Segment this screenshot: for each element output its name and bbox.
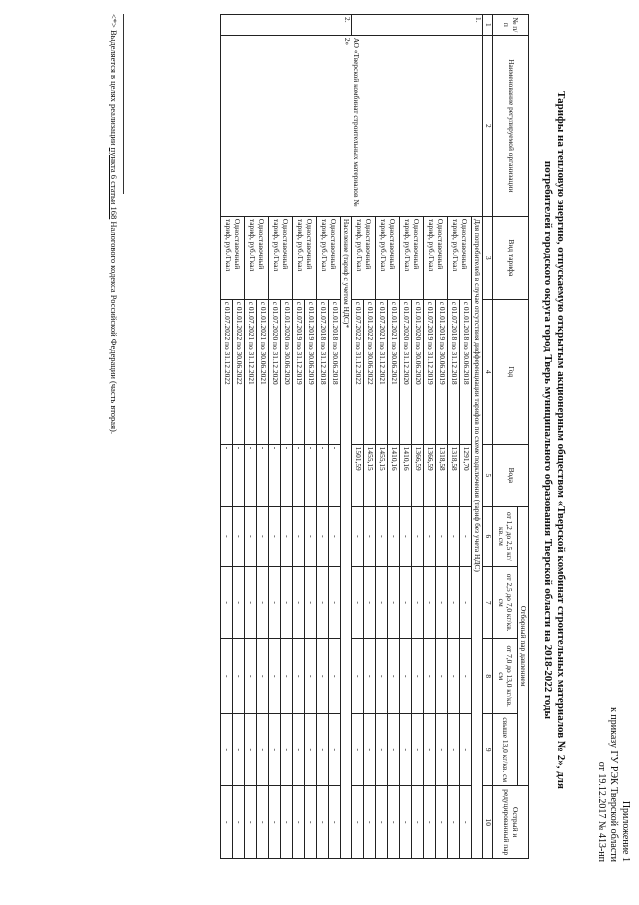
period-cell: с 01.01.2021 по 30.06.2021 [257, 299, 269, 444]
steam-tariff-cell: - [460, 713, 472, 785]
steam-tariff-cell: - [412, 713, 424, 785]
water-tariff-cell: - [281, 444, 293, 506]
steam-tariff-cell: - [257, 639, 269, 714]
tariff-type-line-2: тариф, руб./Гкал [224, 218, 234, 272]
steam-tariff-cell: - [412, 639, 424, 714]
steam-tariff-cell: - [269, 786, 281, 859]
water-tariff-cell: 1291,70 [460, 444, 472, 506]
tariff-type-line-2: тариф, руб./Гкал [403, 218, 413, 272]
col-num: 8 [483, 639, 493, 714]
period-cell: с 01.01.2022 по 30.06.2022 [364, 299, 376, 444]
header-org: Наименование регулируемой организации [493, 35, 529, 216]
title-line-2: потребителей городского округа город Тверь муниципального образования Тверской области на 2018-2022 годы [542, 160, 554, 720]
tariff-type-line-1: Одноставочный [257, 218, 266, 270]
steam-tariff-cell: - [257, 566, 269, 638]
water-tariff-cell: - [329, 444, 341, 506]
period-cell: с 01.07.2021 по 31.12.2021 [376, 299, 388, 444]
steam-tariff-cell: - [317, 786, 329, 859]
steam-tariff-cell: - [245, 566, 257, 638]
period-cell: с 01.01.2020 по 30.06.2020 [281, 299, 293, 444]
rotated-document [79, 0, 639, 880]
steam-tariff-cell: - [388, 639, 400, 714]
section-header: Для потребителей в случае отсутствия дифференциации тарифов по схеме подключения (тариф без учета НДС) [472, 216, 483, 858]
period-cell: с 01.07.2022 по 31.12.2022 [221, 299, 233, 444]
steam-tariff-cell: - [352, 506, 364, 566]
steam-tariff-cell: - [281, 713, 293, 785]
water-tariff-cell: 1410,16 [400, 444, 412, 506]
col-num: 5 [483, 444, 493, 506]
steam-tariff-cell: - [448, 506, 460, 566]
col-num: 6 [483, 506, 493, 566]
steam-tariff-cell: - [221, 786, 233, 859]
organization-name: АО «Тверской комбинат строительных материалов № 2» [221, 35, 483, 216]
tariff-type [400, 216, 424, 299]
steam-tariff-cell: - [352, 639, 364, 714]
tariff-type-line-2: тариф, руб./Гкал [320, 218, 330, 272]
steam-tariff-cell: - [257, 506, 269, 566]
steam-tariff-cell: - [329, 786, 341, 859]
steam-tariff-cell: - [388, 786, 400, 859]
tariff-type-line-2: тариф, руб./Гкал [451, 218, 461, 272]
water-tariff-cell: 1501,59 [352, 444, 364, 506]
tariff-type-line-1: Одноставочный [305, 218, 314, 270]
col-num: 9 [483, 713, 493, 785]
steam-tariff-cell: - [233, 639, 245, 714]
tariff-type [376, 216, 400, 299]
tariff-table [220, 14, 529, 859]
steam-tariff-cell: - [460, 639, 472, 714]
footnote-link[interactable]: пункта 6 статьи 168 [109, 147, 119, 220]
col-num: 4 [483, 299, 493, 444]
tariff-type [424, 216, 448, 299]
tariff-type-line-1: Одноставочный [329, 218, 338, 270]
steam-tariff-cell: - [233, 566, 245, 638]
steam-tariff-cell: - [221, 506, 233, 566]
header-pressure-1: от 1,2 до 2,5 кг/кв. см [493, 506, 518, 566]
steam-tariff-cell: - [448, 713, 460, 785]
period-cell: с 01.07.2021 по 31.12.2021 [245, 299, 257, 444]
steam-tariff-cell: - [281, 786, 293, 859]
header-pressure-3: от 7,0 до 13,0 кг/кв. см [493, 639, 518, 714]
title-line-1: Тарифы на тепловую энергию, отпускаемую открытым акционерным обществом «Тверской комбинат строительных материалов № 2», для [555, 91, 567, 789]
footnote [109, 14, 119, 434]
steam-tariff-cell: - [317, 713, 329, 785]
steam-tariff-cell: - [388, 566, 400, 638]
header-water: Вода [493, 444, 529, 506]
header-sharp-steam: Острый и редуцированный пар [493, 786, 529, 859]
tariff-type-line-1: Одноставочный [412, 218, 421, 270]
steam-tariff-cell: - [400, 713, 412, 785]
steam-tariff-cell: - [221, 713, 233, 785]
steam-tariff-cell: - [293, 566, 305, 638]
steam-tariff-cell: - [448, 566, 460, 638]
col-num: 10 [483, 786, 493, 859]
period-cell: с 01.07.2019 по 31.12.2019 [424, 299, 436, 444]
section-header-row [472, 15, 483, 859]
steam-tariff-cell: - [293, 713, 305, 785]
water-tariff-cell: - [221, 444, 233, 506]
period-cell: с 01.07.2020 по 31.12.2020 [400, 299, 412, 444]
steam-tariff-cell: - [245, 713, 257, 785]
steam-tariff-cell: - [376, 786, 388, 859]
steam-tariff-cell: - [329, 639, 341, 714]
steam-tariff-cell: - [305, 506, 317, 566]
steam-tariff-cell: - [364, 713, 376, 785]
steam-tariff-cell: - [221, 639, 233, 714]
footnote-divider [123, 14, 124, 194]
tariff-type-line-2: тариф, руб./Гкал [272, 218, 282, 272]
steam-tariff-cell: - [400, 639, 412, 714]
steam-tariff-cell: - [269, 566, 281, 638]
period-cell: с 01.01.2018 по 30.06.2018 [329, 299, 341, 444]
water-tariff-cell: - [257, 444, 269, 506]
col-num: 7 [483, 566, 493, 638]
steam-tariff-cell: - [388, 506, 400, 566]
steam-tariff-cell: - [293, 506, 305, 566]
steam-tariff-cell: - [293, 639, 305, 714]
water-tariff-cell: 1410,16 [388, 444, 400, 506]
steam-tariff-cell: - [436, 786, 448, 859]
steam-tariff-cell: - [436, 639, 448, 714]
water-tariff-cell: 1318,58 [436, 444, 448, 506]
water-tariff-cell: - [293, 444, 305, 506]
steam-tariff-cell: - [364, 639, 376, 714]
steam-tariff-cell: - [317, 639, 329, 714]
steam-tariff-cell: - [257, 786, 269, 859]
steam-tariff-cell: - [352, 566, 364, 638]
steam-tariff-cell: - [460, 786, 472, 859]
steam-tariff-cell: - [364, 786, 376, 859]
period-cell: с 01.07.2018 по 31.12.2018 [448, 299, 460, 444]
period-cell: с 01.07.2022 по 31.12.2022 [352, 299, 364, 444]
steam-tariff-cell: - [281, 506, 293, 566]
steam-tariff-cell: - [376, 566, 388, 638]
water-tariff-cell: - [233, 444, 245, 506]
water-tariff-cell: 1455,15 [364, 444, 376, 506]
tariff-type-line-2: тариф, руб./Гкал [248, 218, 258, 272]
steam-tariff-cell: - [233, 506, 245, 566]
water-tariff-cell: - [305, 444, 317, 506]
steam-tariff-cell: - [233, 713, 245, 785]
period-cell: с 01.07.2019 по 31.12.2019 [293, 299, 305, 444]
steam-tariff-cell: - [424, 713, 436, 785]
steam-tariff-cell: - [305, 566, 317, 638]
steam-tariff-cell: - [293, 786, 305, 859]
period-cell: с 01.01.2019 по 30.06.2019 [436, 299, 448, 444]
tariff-type [221, 216, 245, 299]
header-type: Вид тарифа [493, 216, 529, 299]
steam-tariff-cell: - [305, 786, 317, 859]
tariff-type [352, 216, 376, 299]
tariff-type [317, 216, 341, 299]
water-tariff-cell: - [317, 444, 329, 506]
steam-tariff-cell: - [364, 506, 376, 566]
steam-tariff-cell: - [448, 639, 460, 714]
tariff-type-line-2: тариф, руб./Гкал [427, 218, 437, 272]
steam-tariff-cell: - [281, 639, 293, 714]
steam-tariff-cell: - [329, 713, 341, 785]
col-num: 2 [483, 35, 493, 216]
steam-tariff-cell: - [245, 506, 257, 566]
steam-tariff-cell: - [329, 506, 341, 566]
water-tariff-cell: 1366,59 [412, 444, 424, 506]
steam-tariff-cell: - [412, 566, 424, 638]
steam-tariff-cell: - [400, 566, 412, 638]
steam-tariff-cell: - [424, 566, 436, 638]
period-cell: с 01.01.2021 по 30.06.2021 [388, 299, 400, 444]
period-cell: с 01.01.2019 по 30.06.2019 [305, 299, 317, 444]
steam-tariff-cell: - [269, 639, 281, 714]
steam-tariff-cell: - [257, 713, 269, 785]
period-cell: с 01.01.2022 по 30.06.2022 [233, 299, 245, 444]
period-cell: с 01.07.2020 по 31.12.2020 [269, 299, 281, 444]
steam-tariff-cell: - [436, 566, 448, 638]
period-cell: с 01.01.2020 по 30.06.2020 [412, 299, 424, 444]
steam-tariff-cell: - [352, 713, 364, 785]
header-pressure-4: свыше 13,0 кг/кв. см [493, 713, 518, 785]
steam-tariff-cell: - [424, 786, 436, 859]
steam-tariff-cell: - [364, 566, 376, 638]
steam-tariff-cell: - [305, 639, 317, 714]
steam-tariff-cell: - [376, 506, 388, 566]
footnote-suffix: Налогового кодекса Российской Федерации (часть вторая). [109, 219, 119, 434]
steam-tariff-cell: - [352, 786, 364, 859]
steam-tariff-cell: - [376, 639, 388, 714]
footnote-prefix: <*> Выделяется в целях реализации [109, 14, 119, 148]
row-number: 1. [352, 15, 483, 36]
steam-tariff-cell: - [269, 506, 281, 566]
water-tariff-cell: - [245, 444, 257, 506]
period-cell: с 01.07.2018 по 31.12.2018 [317, 299, 329, 444]
header-row-1 [518, 15, 529, 859]
steam-tariff-cell: - [412, 786, 424, 859]
tariff-type-line-1: Одноставочный [233, 218, 242, 270]
steam-tariff-cell: - [400, 506, 412, 566]
col-num: 3 [483, 216, 493, 299]
header-steam-group: Отборный пар давлением [518, 506, 529, 786]
steam-tariff-cell: - [245, 786, 257, 859]
steam-tariff-cell: - [245, 639, 257, 714]
steam-tariff-cell: - [305, 713, 317, 785]
tariff-type-line-1: Одноставочный [436, 218, 445, 270]
section-header: Население (тариф с учетом НДС)* [341, 216, 352, 858]
steam-tariff-cell: - [412, 506, 424, 566]
tariff-type-line-2: тариф, руб./Гкал [379, 218, 389, 272]
steam-tariff-cell: - [460, 566, 472, 638]
steam-tariff-cell: - [317, 506, 329, 566]
tariff-type-line-2: тариф, руб./Гкал [355, 218, 365, 272]
appendix-line-2: к приказу ГУ РЭК Тверской области [608, 707, 619, 862]
header-pressure-2: от 2,5 до 7,0 кг/кв. см [493, 566, 518, 638]
tariff-type [269, 216, 293, 299]
steam-tariff-cell: - [424, 639, 436, 714]
steam-tariff-cell: - [400, 786, 412, 859]
tariff-type-line-2: тариф, руб./Гкал [296, 218, 306, 272]
steam-tariff-cell: - [436, 713, 448, 785]
steam-tariff-cell: - [448, 786, 460, 859]
steam-tariff-cell: - [221, 566, 233, 638]
tariff-type [293, 216, 317, 299]
appendix-reference [595, 707, 631, 862]
steam-tariff-cell: - [424, 506, 436, 566]
document-title [541, 40, 567, 840]
steam-tariff-cell: - [317, 566, 329, 638]
col-num: 1 [483, 15, 493, 36]
steam-tariff-cell: - [329, 566, 341, 638]
steam-tariff-cell: - [269, 713, 281, 785]
header-year: Год [493, 299, 529, 444]
water-tariff-cell: - [269, 444, 281, 506]
steam-tariff-cell: - [281, 566, 293, 638]
header-no: № п/ п [493, 15, 529, 36]
appendix-line-1: Приложение 1 [620, 800, 631, 862]
row-number: 2. [221, 15, 352, 36]
tariff-type [245, 216, 269, 299]
steam-tariff-cell: - [436, 506, 448, 566]
tariff-type-line-1: Одноставочный [460, 218, 469, 270]
steam-tariff-cell: - [233, 786, 245, 859]
column-number-row [483, 15, 493, 859]
water-tariff-cell: 1455,15 [376, 444, 388, 506]
period-cell: с 01.01.2018 по 30.06.2018 [460, 299, 472, 444]
steam-tariff-cell: - [460, 506, 472, 566]
steam-tariff-cell: - [376, 713, 388, 785]
tariff-type-line-1: Одноставочный [388, 218, 397, 270]
tariff-type [448, 216, 472, 299]
tariff-type-line-1: Одноставочный [281, 218, 290, 270]
appendix-line-3: от 19.12.2017 № 413-нп [596, 761, 607, 862]
tariff-type-line-1: Одноставочный [364, 218, 373, 270]
water-tariff-cell: 1318,58 [448, 444, 460, 506]
water-tariff-cell: 1366,59 [424, 444, 436, 506]
tariff-table-body [221, 15, 493, 859]
steam-tariff-cell: - [388, 713, 400, 785]
